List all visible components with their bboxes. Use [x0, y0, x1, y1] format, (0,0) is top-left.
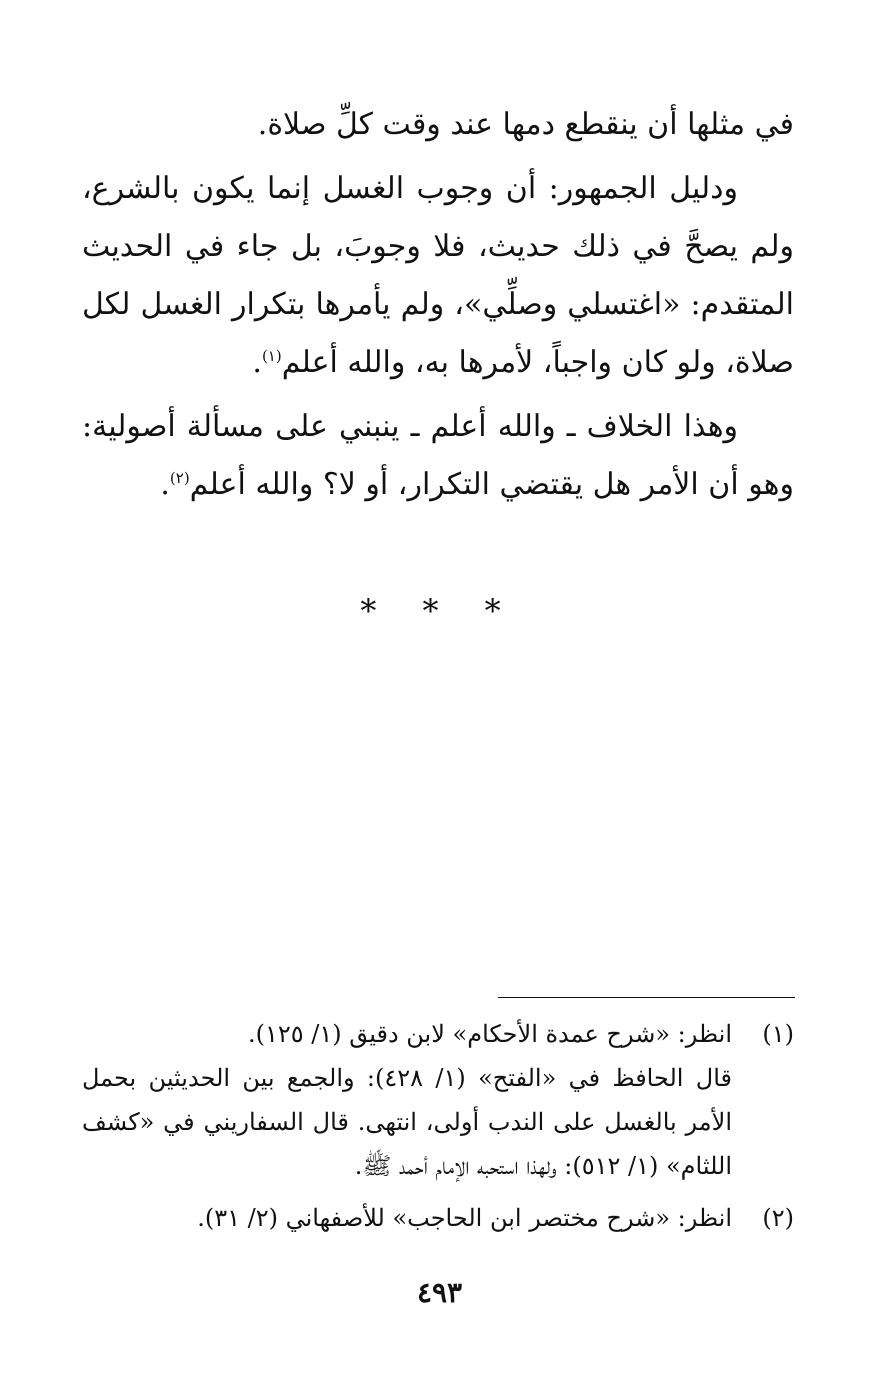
footnote-1-number: (١) — [762, 1020, 794, 1048]
paragraph-2-end: . — [252, 345, 262, 380]
footnotes — [82, 1012, 794, 1248]
paragraph-3-text: وهذا الخلاف ـ والله أعلم ـ ينبني على مسألة أصولية: وهو أن الأمر هل يقتضي التكرار، أو لا؟ والله أعلم — [82, 409, 794, 502]
paragraph-2 — [82, 160, 794, 392]
paragraph-1 — [82, 96, 794, 154]
footnote-1-line-2: قال الحافظ في «الفتح» (١/ ٤٢٨): والجمع بين الحديثين بحمل الأمر بالغسل على الندب أولى، انتهى. قال السفاريني في «كشف اللثام» (١/ ٥١٢): ولهذا استحبه الإمام أحمد ﷺ. — [82, 1064, 733, 1180]
page-number: ٤٩٣ — [416, 1276, 463, 1309]
paragraph-1-text: في مثلها أن ينقطع دمها عند وقت كلِّ صلاة. — [257, 107, 794, 142]
footnote-2-number: (٢) — [762, 1204, 794, 1232]
paragraph-3-end: . — [160, 467, 170, 502]
paragraph-3 — [82, 398, 794, 514]
footnote-2 — [82, 1196, 794, 1240]
footnote-ref-1[interactable]: (١) — [261, 347, 282, 365]
main-text — [82, 96, 794, 520]
footnote-1 — [82, 1012, 794, 1188]
section-separator: * * * — [360, 592, 519, 630]
footnote-ref-2[interactable]: (٢) — [169, 469, 190, 487]
paragraph-2-text: ودليل الجمهور: أن وجوب الغسل إنما يكون بالشرع، ولم يصحَّ في ذلك حديث، فلا وجوبَ، بل جاء في الحديث المتقدم: «اغتسلي وصلِّي»، ولم يأمرها بتكرار الغسل لكل صلاة، ولو كان واجباً، لأمرها به، والله أعلم — [82, 171, 794, 380]
footnote-2-line-1: انظر: «شرح مختصر ابن الحاجب» للأصفهاني (٢/ ٣١). — [197, 1204, 732, 1232]
footnote-divider — [498, 997, 795, 998]
footnote-1-line-1: انظر: «شرح عمدة الأحكام» لابن دقيق (١/ ١٢٥). — [247, 1020, 732, 1048]
